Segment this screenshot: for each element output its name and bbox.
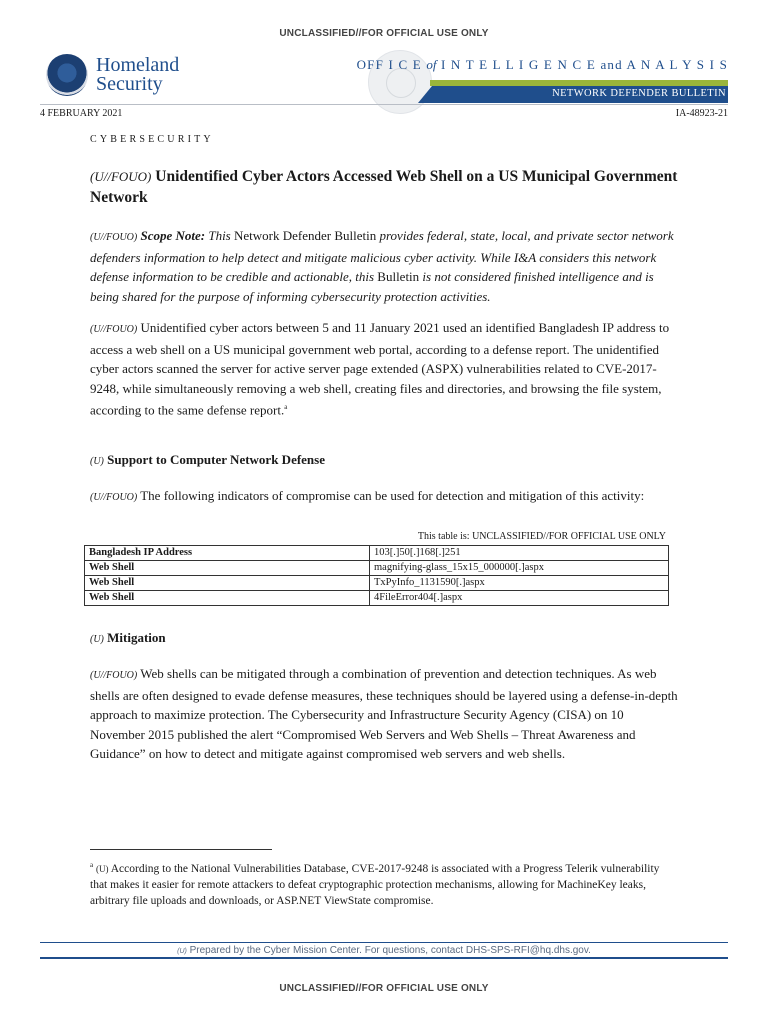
brand-line-1: Homeland [96, 54, 180, 76]
table-row: Web Shell 4FileError404[.]aspx [85, 591, 669, 606]
table-row: Web Shell TxPyInfo_1131590[.]aspx [85, 576, 669, 591]
dhs-seal-icon [46, 54, 88, 96]
section-heading-cnd: (U) Support to Computer Network Defense [90, 452, 325, 467]
table-row: Bangladesh IP Address 103[.]50[.]168[.]251 [85, 546, 669, 561]
topic-label: CYBERSECURITY [90, 134, 214, 145]
footnote-ref: a [284, 403, 288, 411]
ioc-intro-paragraph: (U//FOUO) The following indicators of compromise can be used for detection and mitigation of this activity: [90, 488, 645, 503]
table-row: Web Shell magnifying-glass_15x15_000000[.]aspx [85, 561, 669, 576]
brand-line-2: Security [96, 73, 163, 95]
scope-label: Scope Note: [140, 228, 206, 243]
document-date: 4 FEBRUARY 2021 [40, 108, 123, 119]
header-divider [40, 104, 728, 105]
prepared-by-line: (U) Prepared by the Cyber Mission Center. For questions, contact DHS-SPS-RFI@hq.dhs.gov. [177, 945, 591, 956]
mitigation-paragraph: (U//FOUO) Web shells can be mitigated through a combination of prevention and detection techniques. As web shells are often designed to evade defense measures, these techniques should be layered using a defense-in-depth approach to maximize protection. The Cybersecurity and Infrastructure Security Agency (CISA) on 10 November 2015 published the alert “Compromised Web Servers and Web Shells – Threat Awareness and Guidance” on how to detect and mitigate against compromised web servers and web shells. [90, 666, 678, 761]
homeland-security-logo [96, 56, 179, 94]
paragraph-marking: (U//FOUO) [90, 324, 138, 335]
bulletin-type: NETWORK DEFENDER BULLETIN [552, 88, 726, 99]
document-id: IA-48923-21 [675, 108, 728, 119]
header-green-band [430, 80, 728, 86]
title-marking: (U//FOUO) [90, 169, 152, 184]
footnote: $^a$ (U) According to the National Vulnerabilities Database, CVE-2017-9248 is associated with a Progress Telerik vulnerability that makes it easier for remote attackers to defeat cryptographic protection mechanisms, allowing for MachineKey leaks, arbitrary file uploads and downloads, or ASP.NET ViewState compromise. [90, 861, 660, 907]
scope-marking: (U//FOUO) [90, 232, 138, 243]
classification-banner-top: UNCLASSIFIED//FOR OFFICIAL USE ONLY [279, 28, 489, 39]
summary-paragraph: (U//FOUO) Unidentified cyber actors between 5 and 11 January 2021 used an identified Bangladesh IP address to access a web shell on a US municipal government web portal, according to a defense report. The unidentified cyber actors scanned the server for active server page extended (ASPX) vulnerabilities related to CVE-2017-9248, while simultaneously removing a web shell, creating files and directories, and browsing the file system, according to the same defense report.$^a$ [90, 320, 670, 418]
document-title [90, 166, 680, 208]
ioc-table [84, 545, 669, 606]
classification-banner-bottom: UNCLASSIFIED//FOR OFFICIAL USE ONLY [279, 983, 489, 994]
title-text: Unidentified Cyber Actors Accessed Web Shell on a US Municipal Government Network [90, 168, 678, 206]
table-caption: This table is: UNCLASSIFIED//FOR OFFICIAL USE ONLY [417, 531, 666, 542]
section-heading-mitigation: (U) Mitigation [90, 630, 166, 645]
office-name: OFF I C E of I N T E L L I G E N C E and A N A L Y S I S [356, 57, 728, 72]
scope-note: (U//FOUO) Scope Note: This Network Defender Bulletin provides federal, state, local, and private sector network defenders information to help detect and mitigate malicious cyber activity. While I&A considers this network defense information to be credible and actionable, this Bulletin is not considered finished intelligence and is being shared for the purpose of informing cybersecurity protection activities. [90, 228, 674, 304]
footer-rule-top [40, 942, 728, 943]
footer-rule-bottom [40, 957, 728, 959]
footnote-divider [90, 849, 272, 850]
